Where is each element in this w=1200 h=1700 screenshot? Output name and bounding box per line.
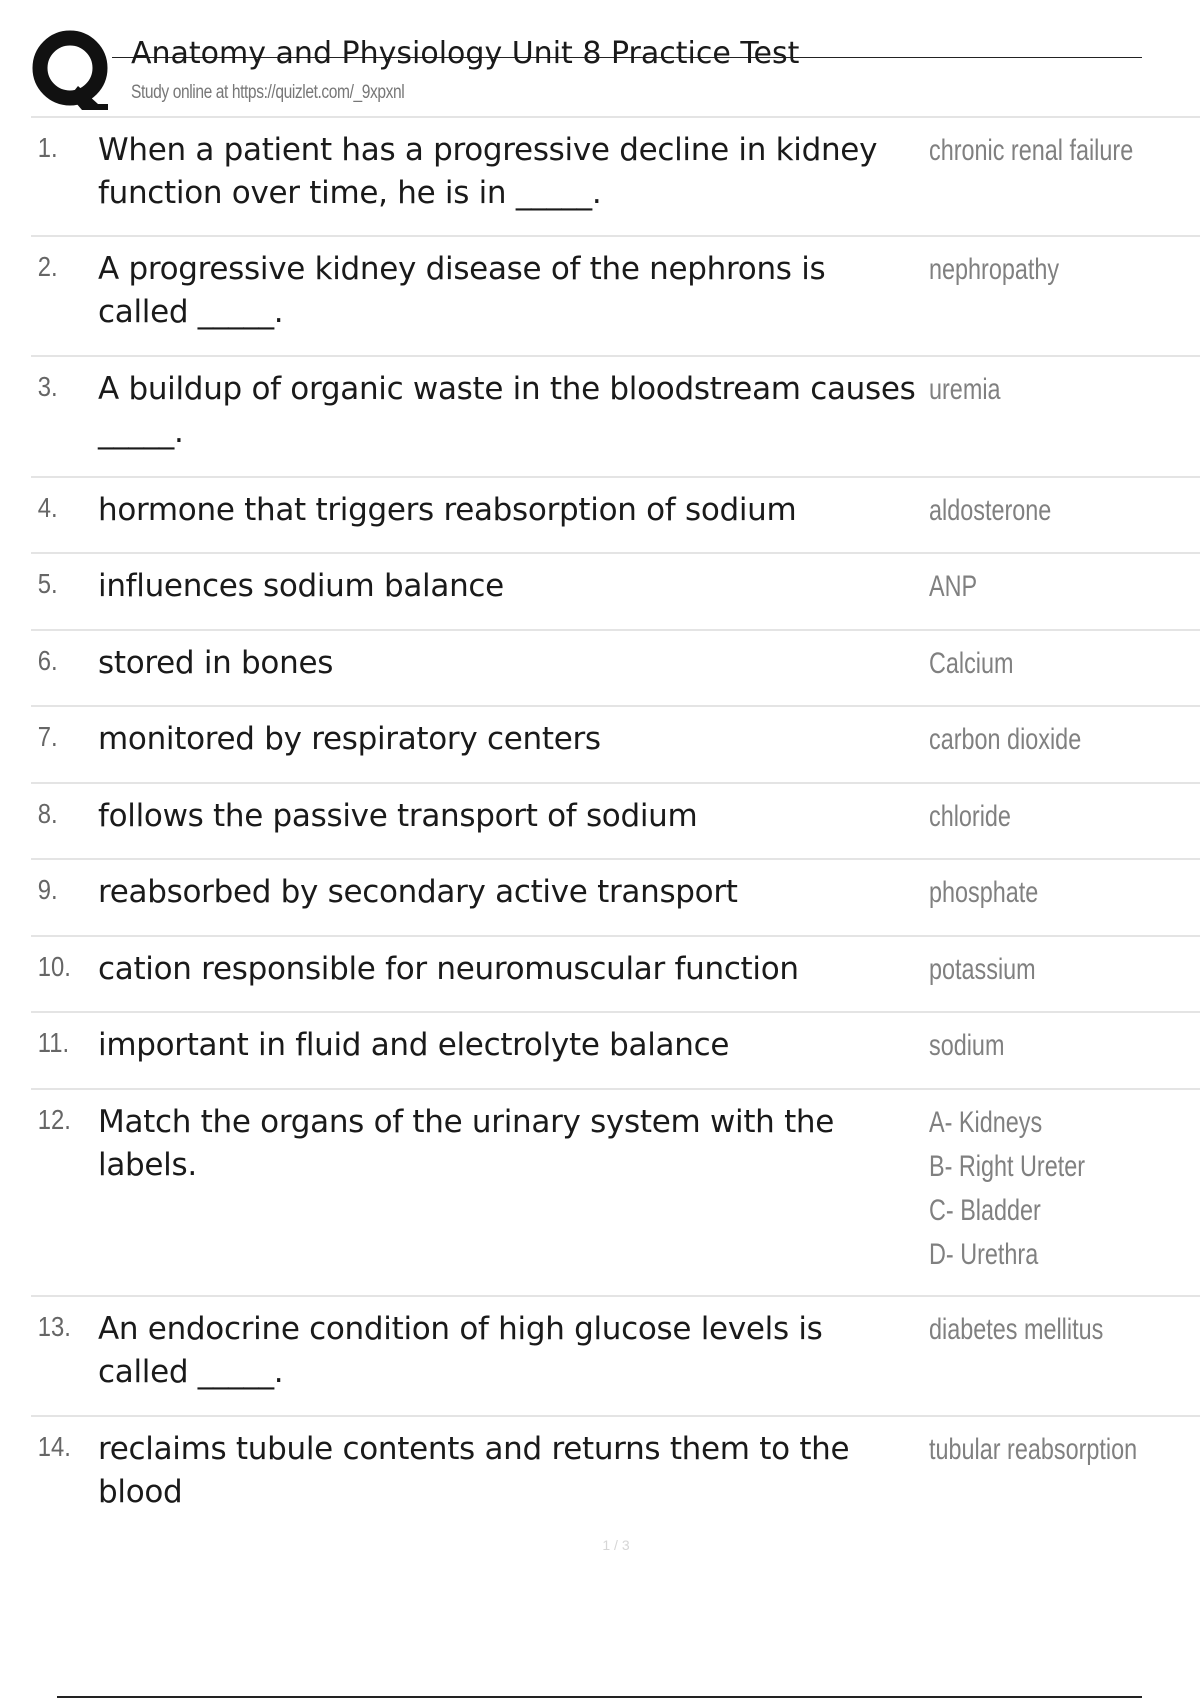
- card-row: [31, 355, 1200, 476]
- card-number: 11.: [37, 1027, 70, 1058]
- card-question: important in fluid and electrolyte balance: [98, 1027, 730, 1063]
- card-answer-line: phosphate: [929, 876, 1039, 909]
- card-answer-line: carbon dioxide: [929, 723, 1082, 756]
- card-question: follows the passive transport of sodium: [98, 798, 698, 834]
- card-row: [31, 629, 1200, 705]
- card-answer: [920, 237, 1200, 355]
- card-answer: [920, 1297, 1200, 1415]
- card-question: cation responsible for neuromuscular function: [98, 951, 799, 987]
- card-answer-line: A- Kidneys: [929, 1106, 1043, 1139]
- card-question: influences sodium balance: [98, 568, 504, 604]
- card-answer: [920, 478, 1200, 552]
- card-number: 4.: [37, 492, 58, 523]
- card-answer: [920, 554, 1200, 629]
- card-answer-line: chronic renal failure: [929, 134, 1134, 167]
- card-row: [31, 1011, 1200, 1088]
- page-number: 1 / 3: [602, 1537, 630, 1553]
- card-question: stored in bones: [98, 645, 334, 681]
- card-number: 3.: [37, 371, 58, 402]
- card-question: A buildup of organic waste in the bloodstream causes _____.: [98, 371, 916, 450]
- card-answer: [920, 784, 1200, 858]
- card-answer: [920, 1417, 1200, 1545]
- footer-rule: [57, 1696, 1142, 1698]
- card-answer: [920, 937, 1200, 1011]
- study-online-link[interactable]: Study online at https://quizlet.com/_9xpxnl: [131, 82, 405, 103]
- card-row: [31, 235, 1200, 355]
- card-question: Match the organs of the urinary system with the labels.: [98, 1104, 835, 1183]
- card-answer: [920, 357, 1200, 476]
- card-answer: [920, 118, 1200, 235]
- card-question: hormone that triggers reabsorption of sodium: [98, 492, 797, 528]
- card-row: [31, 782, 1200, 858]
- card-number: 2.: [37, 251, 58, 282]
- card-number: 6.: [37, 645, 58, 676]
- card-row: [31, 858, 1200, 935]
- card-question: A progressive kidney disease of the nephrons is called _____.: [98, 251, 826, 330]
- card-number: 9.: [37, 874, 58, 905]
- card-list: [31, 116, 1200, 1545]
- page-title: Anatomy and Physiology Unit 8 Practice Test: [131, 36, 800, 71]
- card-answer-line: nephropathy: [929, 253, 1060, 286]
- card-question: An endocrine condition of high glucose levels is called _____.: [98, 1311, 823, 1390]
- card-number: 14.: [37, 1431, 71, 1462]
- card-row: [31, 1088, 1200, 1295]
- card-number: 5.: [37, 568, 58, 599]
- card-number: 1.: [37, 132, 58, 163]
- card-row: [31, 1295, 1200, 1415]
- card-number: 12.: [37, 1104, 71, 1135]
- card-row: [31, 935, 1200, 1011]
- card-answer-line: diabetes mellitus: [929, 1313, 1104, 1346]
- card-answer: [920, 860, 1200, 935]
- card-number: 13.: [37, 1311, 71, 1342]
- card-row: [31, 1415, 1200, 1545]
- card-number: 8.: [37, 798, 58, 829]
- card-answer-line: uremia: [929, 373, 1001, 406]
- card-question: reclaims tubule contents and returns them to the blood: [98, 1431, 850, 1510]
- card-number: 10.: [37, 951, 71, 982]
- card-answer-line: B- Right Ureter: [929, 1150, 1086, 1183]
- card-row: [31, 476, 1200, 552]
- card-answer: [920, 1013, 1200, 1088]
- card-answer: [920, 631, 1200, 705]
- card-answer-line: Calcium: [929, 647, 1014, 680]
- card-row: [31, 116, 1200, 235]
- card-question: monitored by respiratory centers: [98, 721, 601, 757]
- quizlet-logo-icon: [32, 30, 112, 114]
- card-answer: [920, 707, 1200, 782]
- card-row: [31, 705, 1200, 782]
- card-number: 7.: [37, 721, 58, 752]
- card-question: When a patient has a progressive decline in kidney function over time, he is in _____.: [98, 132, 878, 211]
- card-answer-line: aldosterone: [929, 494, 1052, 527]
- card-answer-line: chloride: [929, 800, 1011, 833]
- card-answer-line: tubular reabsorption: [929, 1433, 1138, 1466]
- card-answer-line: potassium: [929, 953, 1036, 986]
- card-answer-line: sodium: [929, 1029, 1005, 1062]
- card-answer-line: C- Bladder: [929, 1194, 1041, 1227]
- card-row: [31, 552, 1200, 629]
- card-answer: [920, 1090, 1200, 1295]
- card-answer-line: ANP: [929, 570, 978, 603]
- card-answer-line: D- Urethra: [929, 1238, 1039, 1271]
- card-question: reabsorbed by secondary active transport: [98, 874, 738, 910]
